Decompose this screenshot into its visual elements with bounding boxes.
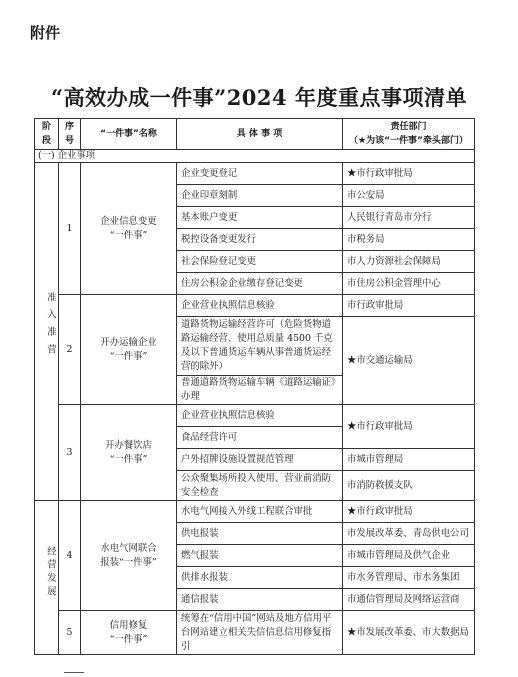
table-header-row — [35, 119, 475, 150]
group-no: 3 — [59, 405, 81, 501]
group-no: 1 — [59, 163, 81, 295]
item-cell: 社会保险登记变更 — [177, 251, 343, 273]
stage-label: 准入准营 — [45, 292, 56, 362]
dept-cell: 市消防救援支队 — [343, 471, 475, 501]
stage-label: 经营发展 — [45, 546, 56, 600]
item-cell: 企业营业执照信息核验 — [177, 295, 343, 317]
table-row — [35, 501, 475, 523]
item-cell: 普通道路货物运输车辆《道路运输证》办理 — [177, 376, 343, 405]
group-name: 开办餐饮店 “一件事” — [81, 405, 177, 501]
dept-cell: 市发展改革委、青岛供电公司 — [343, 523, 475, 545]
dept-cell: 市水务管理局、市水务集团 — [343, 567, 475, 589]
group-name: 企业信息变更 “一件事” — [81, 163, 177, 295]
group-name: 开办运输企业 “一件事” — [81, 295, 177, 405]
table-row — [35, 295, 475, 317]
key-items-table — [34, 118, 475, 655]
group-name: 信用修复 “一件事” — [81, 611, 177, 655]
group-name: 水电气网联合 报装“一件事” — [81, 501, 177, 611]
group-no: 2 — [59, 295, 81, 405]
dept-cell: ★市交通运输局 — [343, 317, 475, 405]
table-row — [35, 405, 475, 427]
dept-cell: ★市行政审批局 — [343, 501, 475, 523]
header-stage: 阶段 — [35, 119, 59, 150]
dept-cell: 市行政审批局 — [343, 295, 475, 317]
group-no: 4 — [59, 501, 81, 611]
dept-cell: ★市行政审批局 — [343, 405, 475, 449]
stage-cell-1 — [35, 163, 59, 501]
footer-rule — [64, 672, 84, 673]
dept-cell: 市通信管理局及网络运营商 — [343, 589, 475, 611]
item-cell: 食品经营许可 — [177, 427, 343, 449]
section-title: (一) 企业事项 — [35, 150, 475, 163]
header-dept-line2: （★为该“一件事”牵头部门） — [349, 136, 468, 146]
header-items: 具 体 事 项 — [177, 119, 343, 150]
dept-cell: 市公安局 — [343, 185, 475, 207]
item-cell: 公众聚集场所投入使用、营业前消防安全检查 — [177, 471, 343, 501]
header-name: “一件事”名称 — [81, 119, 177, 150]
item-cell: 企业印章刻制 — [177, 185, 343, 207]
item-cell: 供排水报装 — [177, 567, 343, 589]
table-row — [35, 163, 475, 185]
item-cell: 企业营业执照信息核验 — [177, 405, 343, 427]
stage-cell-2 — [35, 501, 59, 655]
item-cell: 供电报装 — [177, 523, 343, 545]
item-cell: 道路货物运输经营许可（危险货物道路运输经营、使用总质量 4500 千克及以下普通货运车辆从事普通货运经营的除外） — [177, 317, 343, 376]
item-cell: 通信报装 — [177, 589, 343, 611]
dept-cell: 市人力资源社会保障局 — [343, 251, 475, 273]
item-cell: 企业变更登记 — [177, 163, 343, 185]
document-title: “高效办成一件事”2024 年度重点事项清单 — [51, 85, 467, 110]
header-dept-line1: 责任部门 — [390, 122, 427, 132]
table-row — [35, 611, 475, 655]
item-cell: 燃气报装 — [177, 545, 343, 567]
item-cell: 住房公积金企业缴存登记变更 — [177, 273, 343, 295]
item-cell: 户外招牌设施设置规范管理 — [177, 449, 343, 471]
dept-cell: 市住房公积金管理中心 — [343, 273, 475, 295]
item-cell: 税控设备变更发行 — [177, 229, 343, 251]
item-cell: 水电气网接入外线工程联合审批 — [177, 501, 343, 523]
dept-cell: 市城市管理局及供气企业 — [343, 545, 475, 567]
header-no: 序号 — [59, 119, 81, 150]
dept-cell: ★市行政审批局 — [343, 163, 475, 185]
attachment-label: 附件 — [30, 24, 61, 42]
dept-cell: ★市发展改革委、市大数据局 — [343, 611, 475, 655]
dept-cell: 市税务局 — [343, 229, 475, 251]
item-cell: 基本账户变更 — [177, 207, 343, 229]
group-no: 5 — [59, 611, 81, 655]
item-cell: 统筹在“信用中国”网站及地方信用平台网站建立相关失信信息信用修复指引 — [177, 611, 343, 655]
dept-cell: 市城市管理局 — [343, 449, 475, 471]
dept-cell: 人民银行青岛市分行 — [343, 207, 475, 229]
header-dept — [343, 119, 475, 150]
section-row — [35, 150, 475, 163]
